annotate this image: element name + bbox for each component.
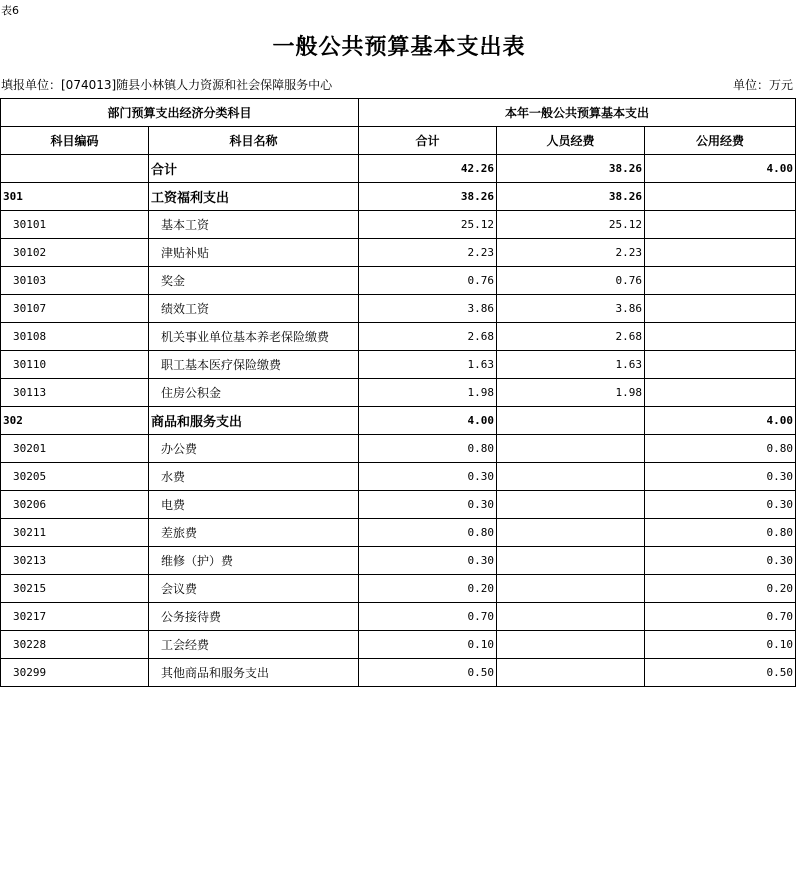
row-code-cell: 30110: [1, 351, 149, 379]
reporting-unit: 填报单位：[074013]随县小林镇人力资源和社会保障服务中心: [1, 78, 333, 92]
row-code-cell: [1, 155, 149, 183]
table-row: [1, 155, 796, 183]
header-code: 科目编码: [1, 127, 149, 155]
row-name-cell: 住房公积金: [149, 379, 359, 407]
table-row: [1, 659, 796, 687]
row-name-cell: 水费: [149, 463, 359, 491]
budget-table: [0, 98, 796, 687]
row-personnel-cell: 0.76: [497, 267, 645, 295]
row-code-cell: 30215: [1, 575, 149, 603]
row-personnel-cell: [497, 603, 645, 631]
row-name-cell: 绩效工资: [149, 295, 359, 323]
header-name: 科目名称: [149, 127, 359, 155]
table-row: [1, 631, 796, 659]
row-code-cell: 30108: [1, 323, 149, 351]
row-personnel-cell: 2.68: [497, 323, 645, 351]
row-public-cell: [645, 351, 796, 379]
row-code-cell: 30206: [1, 491, 149, 519]
table-row: [1, 519, 796, 547]
row-public-cell: 0.30: [645, 463, 796, 491]
row-code-cell: 30101: [1, 211, 149, 239]
row-public-cell: [645, 267, 796, 295]
row-personnel-cell: [497, 659, 645, 687]
row-total-cell: 2.68: [359, 323, 497, 351]
row-total-cell: 2.23: [359, 239, 497, 267]
header-group-right: 本年一般公共预算基本支出: [359, 99, 796, 127]
row-name-cell: 工会经费: [149, 631, 359, 659]
row-public-cell: 0.80: [645, 435, 796, 463]
row-personnel-cell: 25.12: [497, 211, 645, 239]
row-public-cell: [645, 295, 796, 323]
page-title: 一般公共预算基本支出表: [272, 34, 526, 60]
row-code-cell: 30205: [1, 463, 149, 491]
row-personnel-cell: [497, 631, 645, 659]
row-name-cell: 基本工资: [149, 211, 359, 239]
row-code-cell: 30228: [1, 631, 149, 659]
header-group-row: [1, 99, 796, 127]
row-code-cell: 30102: [1, 239, 149, 267]
row-total-cell: 25.12: [359, 211, 497, 239]
row-total-cell: 42.26: [359, 155, 497, 183]
row-name-cell: 机关事业单位基本养老保险缴费: [149, 323, 359, 351]
row-public-cell: [645, 323, 796, 351]
row-total-cell: 1.98: [359, 379, 497, 407]
row-personnel-cell: [497, 435, 645, 463]
row-total-cell: 38.26: [359, 183, 497, 211]
row-name-cell: 会议费: [149, 575, 359, 603]
row-public-cell: 0.30: [645, 491, 796, 519]
row-personnel-cell: [497, 407, 645, 435]
row-total-cell: 0.76: [359, 267, 497, 295]
row-total-cell: 0.80: [359, 519, 497, 547]
header-personnel: 人员经费: [497, 127, 645, 155]
row-total-cell: 0.30: [359, 463, 497, 491]
row-code-cell: 30213: [1, 547, 149, 575]
row-personnel-cell: 38.26: [497, 183, 645, 211]
table-row: [1, 379, 796, 407]
row-code-cell: 30217: [1, 603, 149, 631]
row-personnel-cell: 2.23: [497, 239, 645, 267]
row-name-cell: 维修（护）费: [149, 547, 359, 575]
row-public-cell: 0.70: [645, 603, 796, 631]
row-code-cell: 301: [1, 183, 149, 211]
row-public-cell: 0.10: [645, 631, 796, 659]
row-personnel-cell: 38.26: [497, 155, 645, 183]
table-row: [1, 407, 796, 435]
row-personnel-cell: [497, 463, 645, 491]
row-public-cell: 0.80: [645, 519, 796, 547]
row-public-cell: [645, 239, 796, 267]
header-total: 合计: [359, 127, 497, 155]
table-row: [1, 323, 796, 351]
table-row: [1, 603, 796, 631]
row-code-cell: 30113: [1, 379, 149, 407]
row-total-cell: 0.10: [359, 631, 497, 659]
row-total-cell: 0.30: [359, 491, 497, 519]
header-column-row: [1, 127, 796, 155]
row-public-cell: [645, 183, 796, 211]
header-public: 公用经费: [645, 127, 796, 155]
row-public-cell: 4.00: [645, 407, 796, 435]
table-row: [1, 463, 796, 491]
row-public-cell: 0.30: [645, 547, 796, 575]
row-personnel-cell: [497, 547, 645, 575]
row-total-cell: 4.00: [359, 407, 497, 435]
table-row: [1, 183, 796, 211]
row-personnel-cell: [497, 575, 645, 603]
row-total-cell: 1.63: [359, 351, 497, 379]
row-name-cell: 合计: [149, 155, 359, 183]
table-row: [1, 435, 796, 463]
row-name-cell: 电费: [149, 491, 359, 519]
row-code-cell: 30201: [1, 435, 149, 463]
row-name-cell: 公务接待费: [149, 603, 359, 631]
table-row: [1, 547, 796, 575]
row-name-cell: 津贴补贴: [149, 239, 359, 267]
header-group-left: 部门预算支出经济分类科目: [1, 99, 359, 127]
row-name-cell: 奖金: [149, 267, 359, 295]
row-code-cell: 302: [1, 407, 149, 435]
row-public-cell: 0.20: [645, 575, 796, 603]
row-code-cell: 30211: [1, 519, 149, 547]
row-total-cell: 3.86: [359, 295, 497, 323]
table-row: [1, 267, 796, 295]
table-row: [1, 239, 796, 267]
row-code-cell: 30107: [1, 295, 149, 323]
row-name-cell: 办公费: [149, 435, 359, 463]
table-row: [1, 295, 796, 323]
row-total-cell: 0.30: [359, 547, 497, 575]
row-name-cell: 差旅费: [149, 519, 359, 547]
row-personnel-cell: 1.63: [497, 351, 645, 379]
row-code-cell: 30103: [1, 267, 149, 295]
table-row: [1, 575, 796, 603]
table-row: [1, 211, 796, 239]
row-personnel-cell: [497, 491, 645, 519]
row-public-cell: 4.00: [645, 155, 796, 183]
row-personnel-cell: [497, 519, 645, 547]
row-total-cell: 0.70: [359, 603, 497, 631]
row-name-cell: 其他商品和服务支出: [149, 659, 359, 687]
row-total-cell: 0.20: [359, 575, 497, 603]
row-total-cell: 0.80: [359, 435, 497, 463]
table-row: [1, 351, 796, 379]
sheet-tag: 表6: [1, 4, 19, 17]
row-name-cell: 职工基本医疗保险缴费: [149, 351, 359, 379]
row-name-cell: 工资福利支出: [149, 183, 359, 211]
row-total-cell: 0.50: [359, 659, 497, 687]
row-public-cell: 0.50: [645, 659, 796, 687]
row-public-cell: [645, 379, 796, 407]
row-code-cell: 30299: [1, 659, 149, 687]
table-row: [1, 491, 796, 519]
row-personnel-cell: 3.86: [497, 295, 645, 323]
row-public-cell: [645, 211, 796, 239]
amount-unit: 单位：万元: [732, 78, 793, 92]
row-name-cell: 商品和服务支出: [149, 407, 359, 435]
row-personnel-cell: 1.98: [497, 379, 645, 407]
